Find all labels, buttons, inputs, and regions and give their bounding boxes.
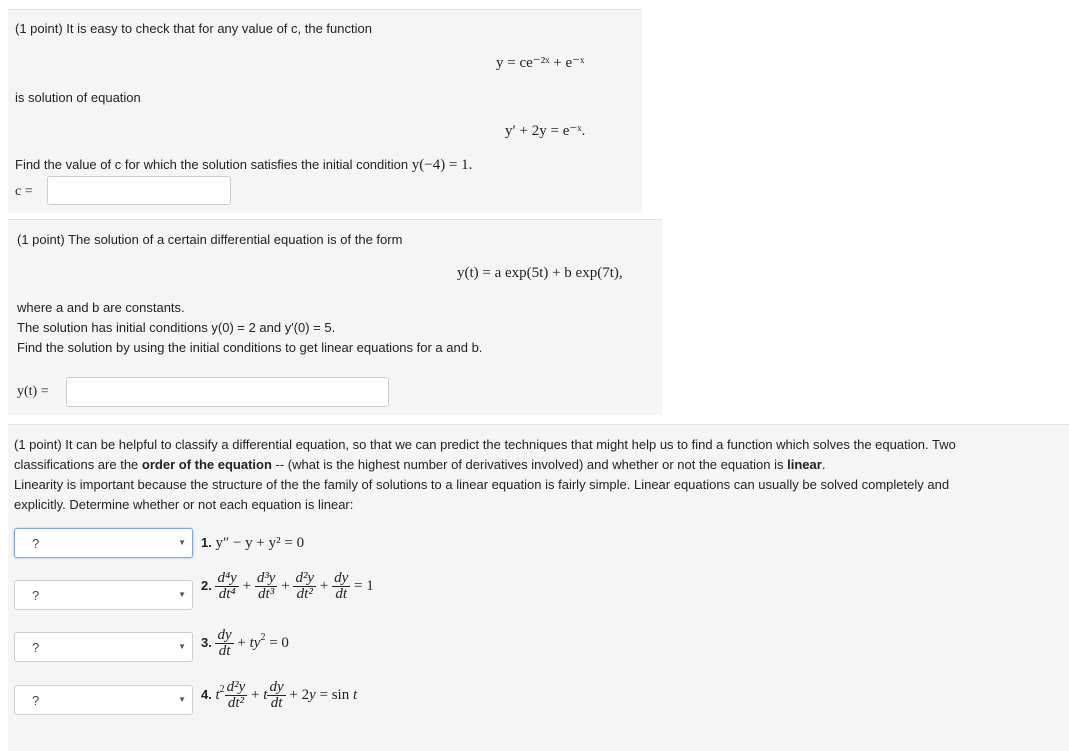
problem-1-panel: [8, 9, 642, 213]
y-t-label: y(t) =: [17, 384, 49, 399]
dropdown-arrow-icon: ▼: [178, 538, 186, 547]
problem-2-conditions-text: The solution has initial conditions y(0) = 2 and y′(0) = 5.: [17, 320, 336, 335]
problem-1-diff-equation: y′ + 2y = e⁻ˣ.: [505, 123, 586, 139]
selected-value: ?: [32, 693, 40, 708]
equation-number: 2.: [201, 577, 212, 593]
initial-condition: y(−4) = 1.: [411, 157, 473, 173]
c-label: c =: [15, 184, 33, 199]
problem-3-intro-line-2: [14, 457, 825, 473]
problem-3-panel: [8, 424, 1069, 751]
c-answer-input[interactable]: [47, 176, 231, 205]
intro-line-2-b: -- (what is the highest number of derivatives involved) and whether or not the equation is: [271, 457, 788, 472]
intro-line-2-a: classifications are the: [14, 457, 142, 472]
selected-value: ?: [32, 640, 40, 655]
equation-4-display: $t^2$ $\frac{\text{d²y}}{\text{dt²}}$ + t $\frac{dy}{dt}$ + 2y = sin t: [215, 679, 358, 711]
problem-2-find-text: Find the solution by using the initial conditions to get linear equations for a and b.: [17, 340, 483, 355]
linearity-select-4[interactable]: [14, 685, 193, 715]
find-text: Find the value of c for which the solution satisfies the initial condition: [15, 157, 409, 172]
linearity-select-1[interactable]: [14, 528, 193, 558]
problem-2-intro: (1 point) The solution of a certain differential equation is of the form: [17, 232, 403, 247]
linear-term: linear: [787, 457, 822, 472]
problem-3-intro-line-1: (1 point) It can be helpful to classify a differential equation, so that we can predict the techniques that might help us to find a function which solves the equation. Two: [14, 437, 956, 452]
problem-2-panel: [8, 219, 662, 415]
dropdown-arrow-icon: ▼: [178, 642, 186, 651]
dropdown-arrow-icon: ▼: [178, 590, 186, 599]
equation-1: [201, 535, 304, 552]
equation-2: [201, 571, 374, 602]
intro-line-2-c: .: [821, 457, 826, 472]
problem-1-function-equation: [496, 55, 584, 71]
order-of-equation-term: order of the equation: [141, 457, 272, 472]
problem-2-form-equation: y(t) = a exp(5t) + b exp(7t),: [457, 265, 623, 281]
equation-2-display: $\frac{\text{d⁴y}}{\text{dt⁴}}$ + $\frac{\text{d³y}}{\text{dt³}}$ + $\frac{\text{d²y}}{\text{dt²}}$ + $\frac{dy}{dt}$ = 1: [217, 570, 374, 602]
selected-value: ?: [32, 588, 40, 603]
problem-1-intro: (1 point) It is easy to check that for any value of c, the function: [15, 21, 372, 36]
equation-3-display: $\frac{dy}{dt}$ + $ty^2 = 0$: [217, 627, 289, 659]
function-equation-text: y = ce⁻²ˣ + e⁻ˣ: [496, 55, 585, 71]
equation-number: 4.: [201, 686, 212, 702]
problem-1-find-text: [15, 157, 472, 173]
y-t-answer-input[interactable]: [66, 377, 389, 407]
problem-3-intro-line-3: Linearity is important because the structure of the the family of solutions to a linear equation is fairly simple. Linear equations can usually be solved completely and: [14, 477, 950, 492]
problem-2-constants-text: where a and b are constants.: [17, 300, 185, 315]
equation-number: 3.: [201, 634, 212, 650]
equation-number: 1.: [201, 535, 212, 550]
equation-3: [201, 628, 289, 659]
selected-value: ?: [32, 536, 40, 551]
problem-3-intro-line-4: explicitly. Determine whether or not each equation is linear:: [14, 497, 354, 512]
dropdown-arrow-icon: ▼: [178, 695, 186, 704]
equation-1-text: y″ − y + y² = 0: [215, 535, 305, 551]
problem-1-solution-of: is solution of equation: [15, 90, 141, 105]
linearity-select-3[interactable]: [14, 632, 193, 662]
linearity-select-2[interactable]: [14, 580, 193, 610]
equation-4: [201, 680, 357, 711]
